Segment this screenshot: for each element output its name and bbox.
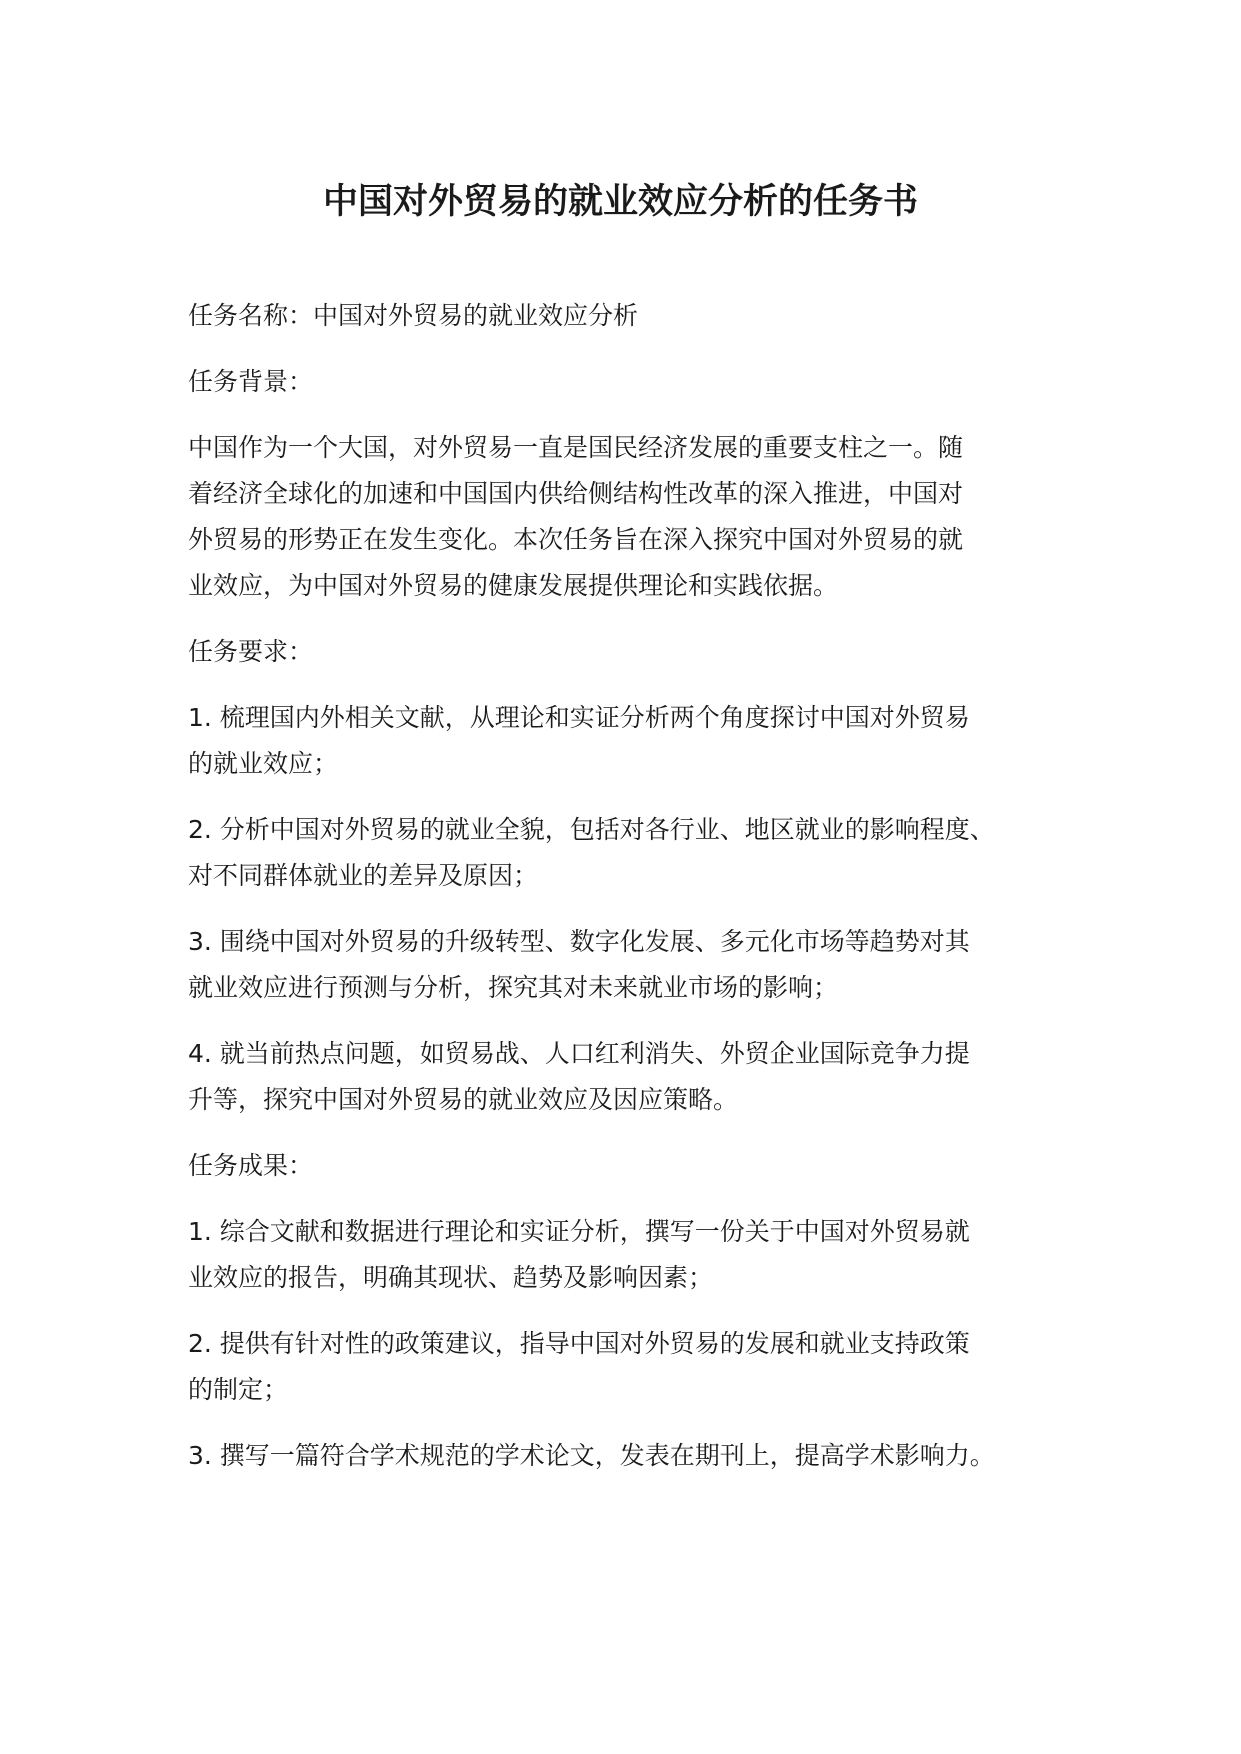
- requirement-item-2: 2. 分析中国对外贸易的就业全貌，包括对各行业、地区就业的影响程度、 对不同群体就业的差异及原因；: [188, 815, 995, 890]
- requirement-item-3: 3. 围绕中国对外贸易的升级转型、数字化发展、多元化市场等趋势对其 就业效应进行预测与分析，探究其对未来就业市场的影响；: [188, 927, 970, 1002]
- document-title: 中国对外贸易的就业效应分析的任务书: [322, 182, 918, 222]
- result-item-3: 3. 撰写一篇符合学术规范的学术论文，发表在期刊上，提高学术影响力。: [188, 1441, 995, 1470]
- background-paragraph: 中国作为一个大国，对外贸易一直是国民经济发展的重要支柱之一。随 着经济全球化的加速和中国国内供给侧结构性改革的深入推进，中国对 外贸易的形势正在发生变化。本次任务旨在深入探究中国对外贸易的就 业效应，为中国对外贸易的健康发展提供理论和实践依据。: [188, 433, 964, 600]
- results-heading: 任务成果：: [188, 1151, 314, 1180]
- background-heading: 任务背景：: [188, 367, 314, 396]
- requirement-item-1: 1. 梳理国内外相关文献，从理论和实证分析两个角度探讨中国对外贸易 的就业效应；: [188, 703, 970, 778]
- requirement-item-4: 4. 就当前热点问题，如贸易战、人口红利消失、外贸企业国际竞争力提 升等，探究中国对外贸易的就业效应及因应策略。: [188, 1039, 970, 1114]
- document-body: [188, 293, 1078, 1499]
- task-name: 任务名称：中国对外贸易的就业效应分析: [188, 301, 639, 330]
- result-item-2: 2. 提供有针对性的政策建议，指导中国对外贸易的发展和就业支持政策 的制定；: [188, 1329, 970, 1404]
- requirements-heading: 任务要求：: [188, 637, 314, 666]
- result-item-1: 1. 综合文献和数据进行理论和实证分析，撰写一份关于中国对外贸易就 业效应的报告，明确其现状、趋势及影响因素；: [188, 1217, 970, 1292]
